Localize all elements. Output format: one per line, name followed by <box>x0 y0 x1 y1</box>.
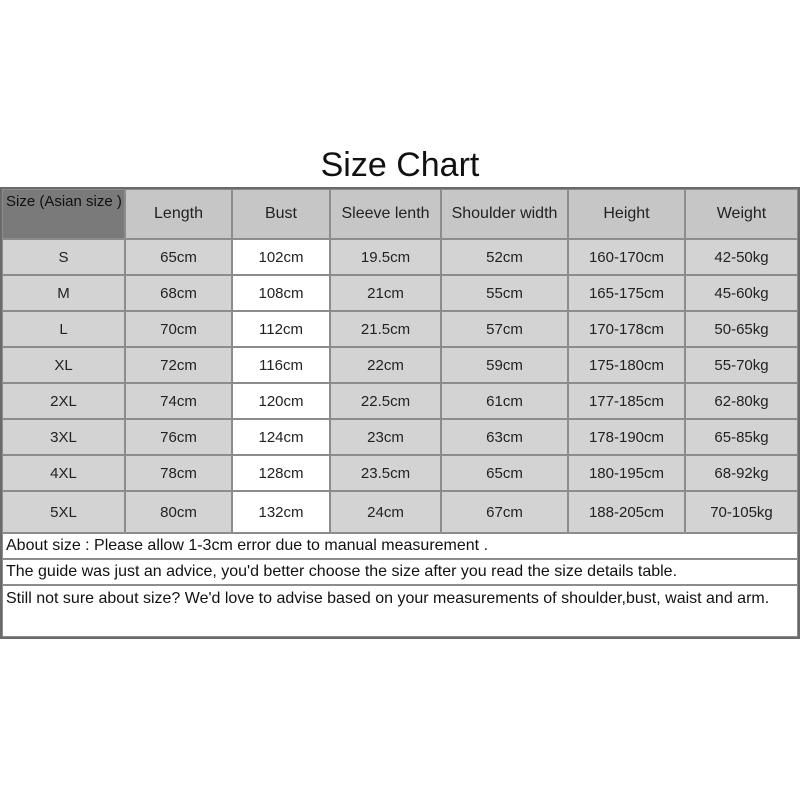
cell-shoulder-width: 55cm <box>441 275 568 311</box>
cell-size: XL <box>2 347 125 383</box>
cell-sleeve-length: 23cm <box>330 419 441 455</box>
cell-sleeve-length: 22.5cm <box>330 383 441 419</box>
cell-bust: 124cm <box>232 419 330 455</box>
cell-bust: 108cm <box>232 275 330 311</box>
cell-length: 76cm <box>125 419 232 455</box>
cell-height: 180-195cm <box>568 455 685 491</box>
header-bust: Bust <box>232 189 330 239</box>
cell-size: S <box>2 239 125 275</box>
cell-bust: 128cm <box>232 455 330 491</box>
cell-length: 78cm <box>125 455 232 491</box>
note-contact: Still not sure about size? We'd love to advise based on your measurements of shoulder,bust, waist and arm. <box>2 585 798 637</box>
cell-weight: 55-70kg <box>685 347 798 383</box>
cell-shoulder-width: 52cm <box>441 239 568 275</box>
cell-bust: 132cm <box>232 491 330 533</box>
cell-sleeve-length: 21cm <box>330 275 441 311</box>
size-grid <box>2 189 798 533</box>
cell-length: 74cm <box>125 383 232 419</box>
cell-shoulder-width: 57cm <box>441 311 568 347</box>
cell-size: 2XL <box>2 383 125 419</box>
cell-shoulder-width: 61cm <box>441 383 568 419</box>
cell-height: 175-180cm <box>568 347 685 383</box>
cell-size: 4XL <box>2 455 125 491</box>
cell-weight: 62-80kg <box>685 383 798 419</box>
cell-bust: 102cm <box>232 239 330 275</box>
cell-weight: 65-85kg <box>685 419 798 455</box>
cell-length: 80cm <box>125 491 232 533</box>
header-sleeve-length: Sleeve lenth <box>330 189 441 239</box>
cell-weight: 70-105kg <box>685 491 798 533</box>
header-length: Length <box>125 189 232 239</box>
cell-height: 170-178cm <box>568 311 685 347</box>
cell-bust: 120cm <box>232 383 330 419</box>
cell-length: 65cm <box>125 239 232 275</box>
cell-size: 3XL <box>2 419 125 455</box>
cell-bust: 112cm <box>232 311 330 347</box>
cell-shoulder-width: 63cm <box>441 419 568 455</box>
size-chart-table <box>0 187 800 639</box>
cell-weight: 50-65kg <box>685 311 798 347</box>
cell-weight: 45-60kg <box>685 275 798 311</box>
cell-size: 5XL <box>2 491 125 533</box>
cell-sleeve-length: 19.5cm <box>330 239 441 275</box>
cell-length: 70cm <box>125 311 232 347</box>
header-height: Height <box>568 189 685 239</box>
cell-height: 178-190cm <box>568 419 685 455</box>
cell-height: 177-185cm <box>568 383 685 419</box>
header-size: Size (Asian size ) <box>2 189 125 239</box>
cell-weight: 42-50kg <box>685 239 798 275</box>
cell-height: 188-205cm <box>568 491 685 533</box>
cell-bust: 116cm <box>232 347 330 383</box>
cell-height: 160-170cm <box>568 239 685 275</box>
cell-size: M <box>2 275 125 311</box>
cell-sleeve-length: 24cm <box>330 491 441 533</box>
cell-sleeve-length: 22cm <box>330 347 441 383</box>
cell-size: L <box>2 311 125 347</box>
note-advice: The guide was just an advice, you'd better choose the size after you read the size details table. <box>2 559 798 585</box>
cell-length: 72cm <box>125 347 232 383</box>
cell-sleeve-length: 21.5cm <box>330 311 441 347</box>
cell-sleeve-length: 23.5cm <box>330 455 441 491</box>
cell-weight: 68-92kg <box>685 455 798 491</box>
cell-shoulder-width: 67cm <box>441 491 568 533</box>
cell-height: 165-175cm <box>568 275 685 311</box>
cell-length: 68cm <box>125 275 232 311</box>
cell-shoulder-width: 65cm <box>441 455 568 491</box>
header-weight: Weight <box>685 189 798 239</box>
cell-shoulder-width: 59cm <box>441 347 568 383</box>
page-title: Size Chart <box>320 146 480 184</box>
header-shoulder-width: Shoulder width <box>441 189 568 239</box>
note-error-margin: About size : Please allow 1-3cm error due to manual measurement . <box>2 533 798 559</box>
